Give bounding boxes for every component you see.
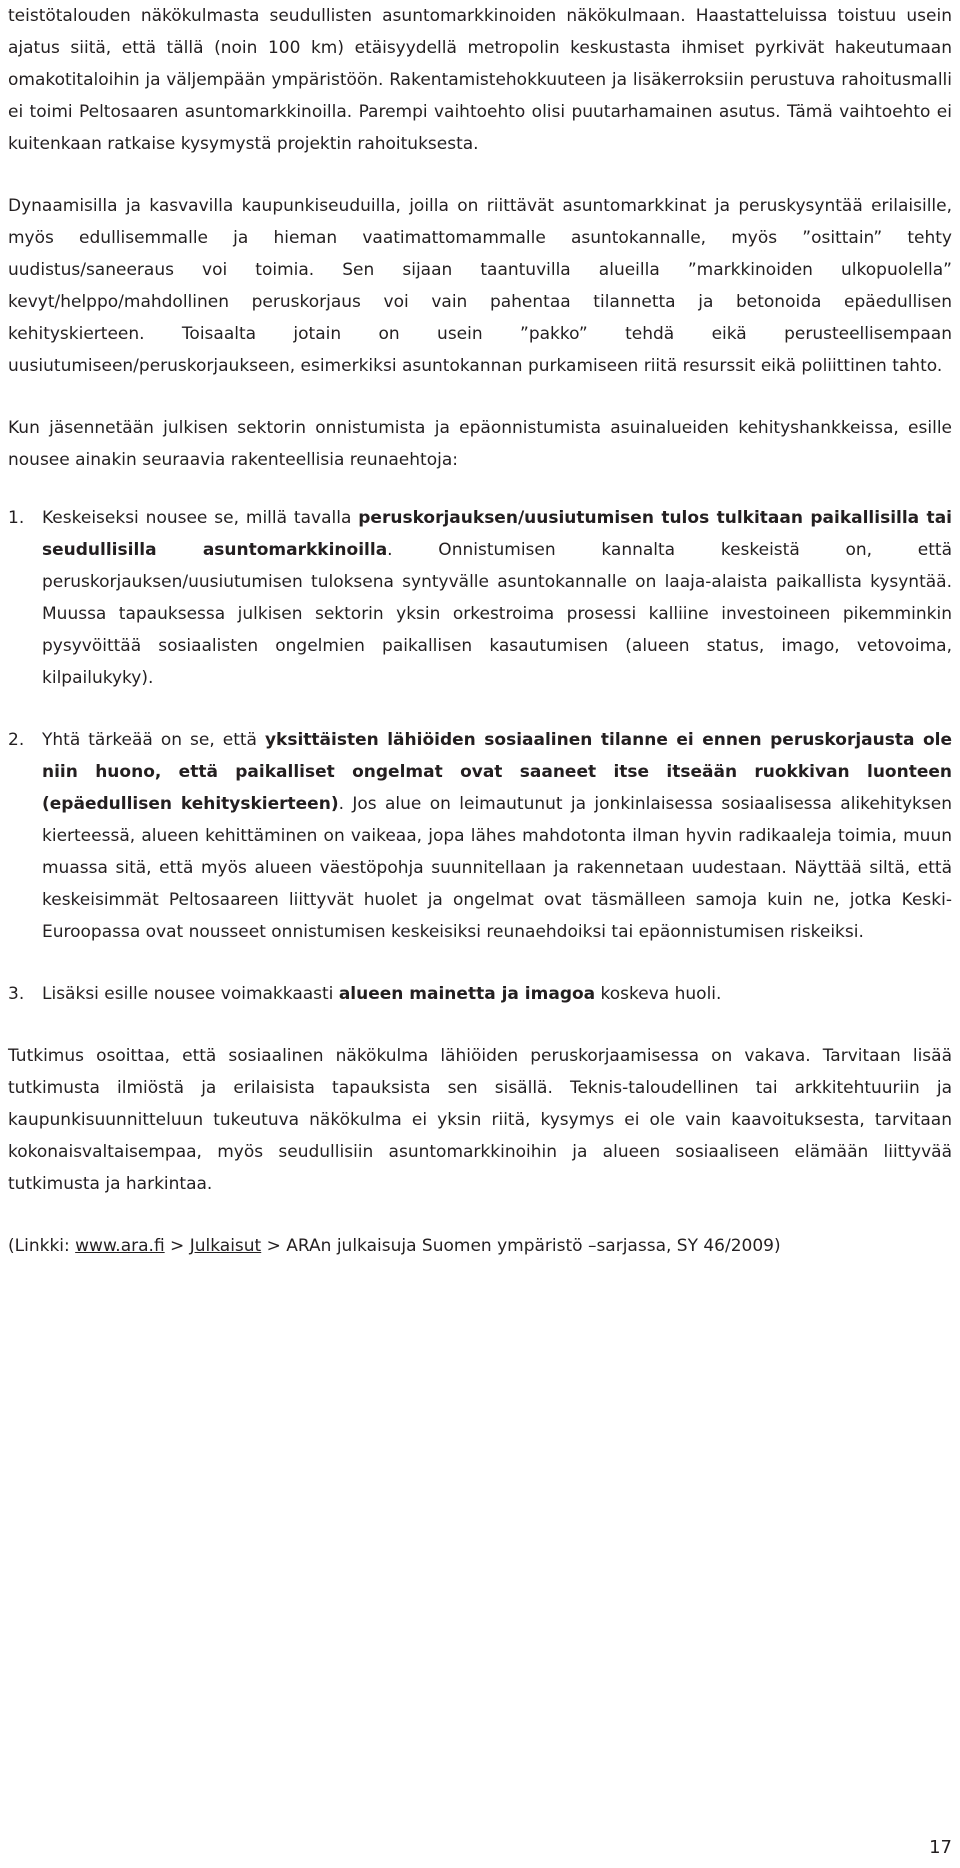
list-item-text: Yhtä tärkeää on se, että <box>42 730 265 750</box>
list-item-text: koskeva huoli. <box>595 984 722 1004</box>
document-page <box>8 0 952 1262</box>
links-prefix: (Linkki: <box>8 1236 76 1256</box>
paragraph-intro: teistötalouden näkökulmasta seudullisten asuntomarkkinoiden näkökulmaan. Haastatteluissa toistuu usein ajatus siitä, että tällä (noin 100 km) etäisyydellä metropolin keskustasta ihmiset pyrkivät hakeutumaan omakotitaloihin ja väljempään ympäristöön. Rakentamistehokkuuteen ja lisäkerroksiin perustuva rahoitusmalli ei toimi Peltosaaren asuntomarkkinoilla. Parempi vaihtoehto olisi puutarhamainen asutus. Tämä vaihtoehto ei kuitenkaan ratkaise kysymystä projektin rahoituksesta. <box>8 6 952 154</box>
list-item-text: Lisäksi esille nousee voimakkaasti <box>42 984 339 1004</box>
paragraph-links <box>8 1230 952 1262</box>
list-item <box>8 724 952 948</box>
list-item-emphasis: peruskorjauksen/uusiutumisen tulos tulkitaan paikallisilla tai seudullisilla asuntomarkkinoilla <box>42 508 952 560</box>
links-separator: > <box>164 1236 190 1256</box>
list-item-number: 1. <box>8 508 25 528</box>
list-item <box>8 502 952 694</box>
page-number: 17 <box>929 1837 952 1858</box>
list-item-text: . Onnistumisen kannalta keskeistä on, että peruskorjauksen/uusiutumisen tuloksena syntyvälle asuntokannalle on laaja-alaista paikallista kysyntää. Muussa tapauksessa julkisen sektorin yksin orkestroima prosessi kalliine investoineen pikemminkin pysyvöittää sosiaalisten ongelmien paikallisen kasautumisen (alueen status, imago, vetovoima, kilpailukyky). <box>42 540 952 688</box>
paragraph-dynamic-regions: Dynaamisilla ja kasvavilla kaupunkiseuduilla, joilla on riittävät asuntomarkkinat ja peruskysyntää erilaisille, myös edullisemmalle ja hieman vaatimattomammalle asuntokannalle, myös ”osittain” tehty uudistus/saneeraus voi toimia. Sen sijaan taantuvilla alueilla ”markkinoiden ulkopuolella” kevyt/helppo/mahdollinen peruskorjaus voi vain pahentaa tilannetta ja betonoida epäedullisen kehityskierteen. Toisaalta jotain on usein ”pakko” tehdä eikä perusteellisempaan uusiutumiseen/peruskorjaukseen, esimerkiksi asuntokannan purkamiseen riitä resurssit eikä poliittinen tahto. <box>8 196 952 376</box>
paragraph-conclusion: Tutkimus osoittaa, että sosiaalinen näkökulma lähiöiden peruskorjaamisessa on vakava. Tarvitaan lisää tutkimusta ilmiöstä ja erilaisista tapauksista sen sisällä. Teknis-taloudellinen tai arkkitehtuuriin ja kaupunkisuunnitteluun tukeutuva näkökulma ei yksin riitä, kysymys ei ole vain kaavoituksesta, tarvitaan kokonaisvaltaisempaa, myös seudullisiin asuntomarkkinoihin ja alueen sosiaaliseen elämään liittyvää tutkimusta ja harkintaa. <box>8 1046 952 1194</box>
link-julkaisut[interactable]: Julkaisut <box>189 1236 262 1256</box>
list-item-number: 2. <box>8 730 25 750</box>
links-suffix: > ARAn julkaisuja Suomen ympäristö –sarjassa, SY 46/2009) <box>261 1236 781 1256</box>
paragraph-conditions-intro: Kun jäsennetään julkisen sektorin onnistumista ja epäonnistumista asuinalueiden kehityshankkeissa, esille nousee ainakin seuraavia rakenteellisia reunaehtoja: <box>8 418 952 470</box>
list-item-emphasis: yksittäisten lähiöiden sosiaalinen tilanne ei ennen peruskorjausta ole niin huono, että paikalliset ongelmat ovat saaneet itse itseään ruokkivan luonteen (epäedullisen kehityskierteen) <box>42 730 953 814</box>
list-item <box>8 978 952 1010</box>
list-item-emphasis: alueen mainetta ja imagoa <box>338 984 596 1004</box>
link-ara[interactable]: www.ara.fi <box>75 1236 165 1256</box>
conditions-list <box>8 502 952 1010</box>
list-item-text: . Jos alue on leimautunut ja jonkinlaisessa sosiaalisessa alikehityksen kierteessä, alueen kehittäminen on vaikeaa, jopa lähes mahdotonta ilman hyvin radikaaleja toimia, muun muassa sitä, että myös alueen väestöpohja suunnitellaan ja rakennetaan uudestaan. Näyttää siltä, että keskeisimmät Peltosaareen liittyvät huolet ja ongelmat ovat täsmälleen samoja kuin ne, jotka Keski-Euroopassa ovat nousseet onnistumisen keskeisiksi reunaehdoiksi tai epäonnistumisen riskeiksi. <box>42 794 952 942</box>
list-item-number: 3. <box>8 984 25 1004</box>
list-item-text: Keskeiseksi nousee se, millä tavalla <box>42 508 359 528</box>
